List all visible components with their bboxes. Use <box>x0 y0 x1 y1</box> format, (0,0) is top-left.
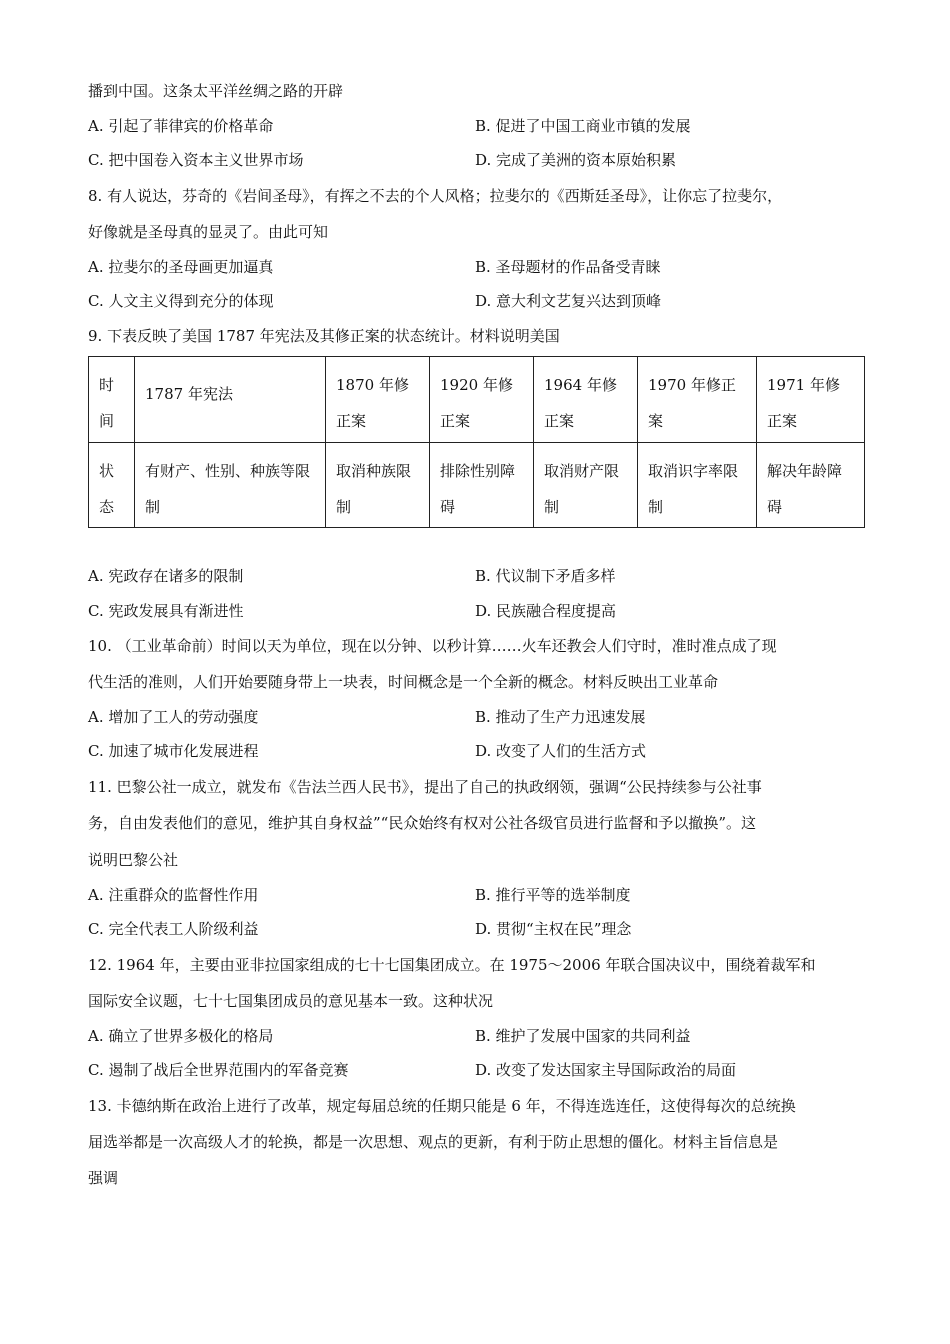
q7-option-d: D. 完成了美洲的资本原始积累 <box>475 151 677 169</box>
table-cell: 1964 年修正案 <box>534 357 638 443</box>
q10-option-b: B. 推动了生产力迅速发展 <box>475 708 646 726</box>
q8-option-c: C. 人文主义得到充分的体现 <box>88 292 274 310</box>
q12-option-c: C. 遏制了战后全世界范围内的军备竞赛 <box>88 1061 349 1079</box>
q9-option-a: A. 宪政存在诸多的限制 <box>88 567 244 585</box>
table-cell: 排除性别障碍 <box>430 443 534 528</box>
q8-option-b: B. 圣母题材的作品备受青睐 <box>475 258 661 276</box>
table-row-header-time: 时间 <box>89 357 135 443</box>
q11-option-d: D. 贯彻“主权在民”理念 <box>475 920 632 938</box>
q13-stem-line1: 13. 卡德纳斯在政治上进行了改革，规定每届总统的任期只能是 6 年，不得连选连任，这使得每次的总统换 <box>88 1097 796 1115</box>
q7-option-b: B. 促进了中国工商业市镇的发展 <box>475 117 691 135</box>
table-cell: 取消种族限制 <box>326 443 430 528</box>
q13-stem-line2: 届选举都是一次高级人才的轮换，都是一次思想、观点的更新，有利于防止思想的僵化。材料主旨信息是 <box>88 1133 779 1151</box>
table-row <box>89 357 865 443</box>
q13-stem-line3: 强调 <box>88 1169 119 1187</box>
q9-option-b: B. 代议制下矛盾多样 <box>475 567 616 585</box>
q8-stem-line2: 好像就是圣母真的显灵了。由此可知 <box>88 223 329 241</box>
table-cell: 有财产、性别、种族等限制 <box>135 443 326 528</box>
table-cell: 1870 年修正案 <box>326 357 430 443</box>
q12-stem-line2: 国际安全议题，七十七国集团成员的意见基本一致。这种状况 <box>88 992 494 1010</box>
table-cell: 1920 年修正案 <box>430 357 534 443</box>
q11-stem-line2: 务，自由发表他们的意见，维护其自身权益”“民众始终有权对公社各级官员进行监督和予以撤换”。这 <box>88 814 757 832</box>
q10-stem-line1: 10. （工业革命前）时间以天为单位，现在以分钟、以秒计算……火车还教会人们守时，准时准点成了现 <box>88 637 777 655</box>
q12-stem-line1: 12. 1964 年，主要由亚非拉国家组成的七十七国集团成立。在 1975～2006 年联合国决议中，围绕着裁军和 <box>88 956 816 974</box>
q11-option-a: A. 注重群众的监督性作用 <box>88 886 259 904</box>
q10-option-a: A. 增加了工人的劳动强度 <box>88 708 259 726</box>
q7-option-c: C. 把中国卷入资本主义世界市场 <box>88 151 304 169</box>
table-cell: 取消识字率限制 <box>638 443 757 528</box>
q12-option-b: B. 维护了发展中国家的共同利益 <box>475 1027 691 1045</box>
table-cell: 取消财产限制 <box>534 443 638 528</box>
q8-option-a: A. 拉斐尔的圣母画更加逼真 <box>88 258 274 276</box>
q12-option-a: A. 确立了世界多极化的格局 <box>88 1027 274 1045</box>
q10-stem-line2: 代生活的准则，人们开始要随身带上一块表，时间概念是一个全新的概念。材料反映出工业革命 <box>88 673 719 691</box>
q11-stem-line3: 说明巴黎公社 <box>88 851 179 869</box>
table-cell: 解决年龄障碍 <box>757 443 865 528</box>
table-cell: 1971 年修正案 <box>757 357 865 443</box>
q7-tail-text: 播到中国。这条太平洋丝绸之路的开辟 <box>88 82 344 100</box>
q10-option-d: D. 改变了人们的生活方式 <box>475 742 647 760</box>
q8-stem-line1: 8. 有人说达，芬奇的《岩间圣母》，有挥之不去的个人风格；拉斐尔的《西斯廷圣母》，让你忘了拉斐尔， <box>88 187 783 205</box>
q7-option-a: A. 引起了菲律宾的价格革命 <box>88 117 274 135</box>
q11-option-c: C. 完全代表工人阶级利益 <box>88 920 259 938</box>
table-row <box>89 443 865 528</box>
table-cell: 1787 年宪法 <box>135 357 326 443</box>
q10-option-c: C. 加速了城市化发展进程 <box>88 742 259 760</box>
q9-option-d: D. 民族融合程度提高 <box>475 602 617 620</box>
q8-option-d: D. 意大利文艺复兴达到顶峰 <box>475 292 662 310</box>
table-cell: 1970 年修正案 <box>638 357 757 443</box>
q12-option-d: D. 改变了发达国家主导国际政治的局面 <box>475 1061 737 1079</box>
q11-option-b: B. 推行平等的选举制度 <box>475 886 631 904</box>
q9-stem-line1: 9. 下表反映了美国 1787 年宪法及其修正案的状态统计。材料说明美国 <box>88 327 560 345</box>
q9-status-table <box>88 356 865 528</box>
q9-option-c: C. 宪政发展具有渐进性 <box>88 602 244 620</box>
q11-stem-line1: 11. 巴黎公社一成立，就发布《告法兰西人民书》，提出了自己的执政纲领，强调“公民持续参与公社事 <box>88 778 762 796</box>
table-row-header-status: 状态 <box>89 443 135 528</box>
